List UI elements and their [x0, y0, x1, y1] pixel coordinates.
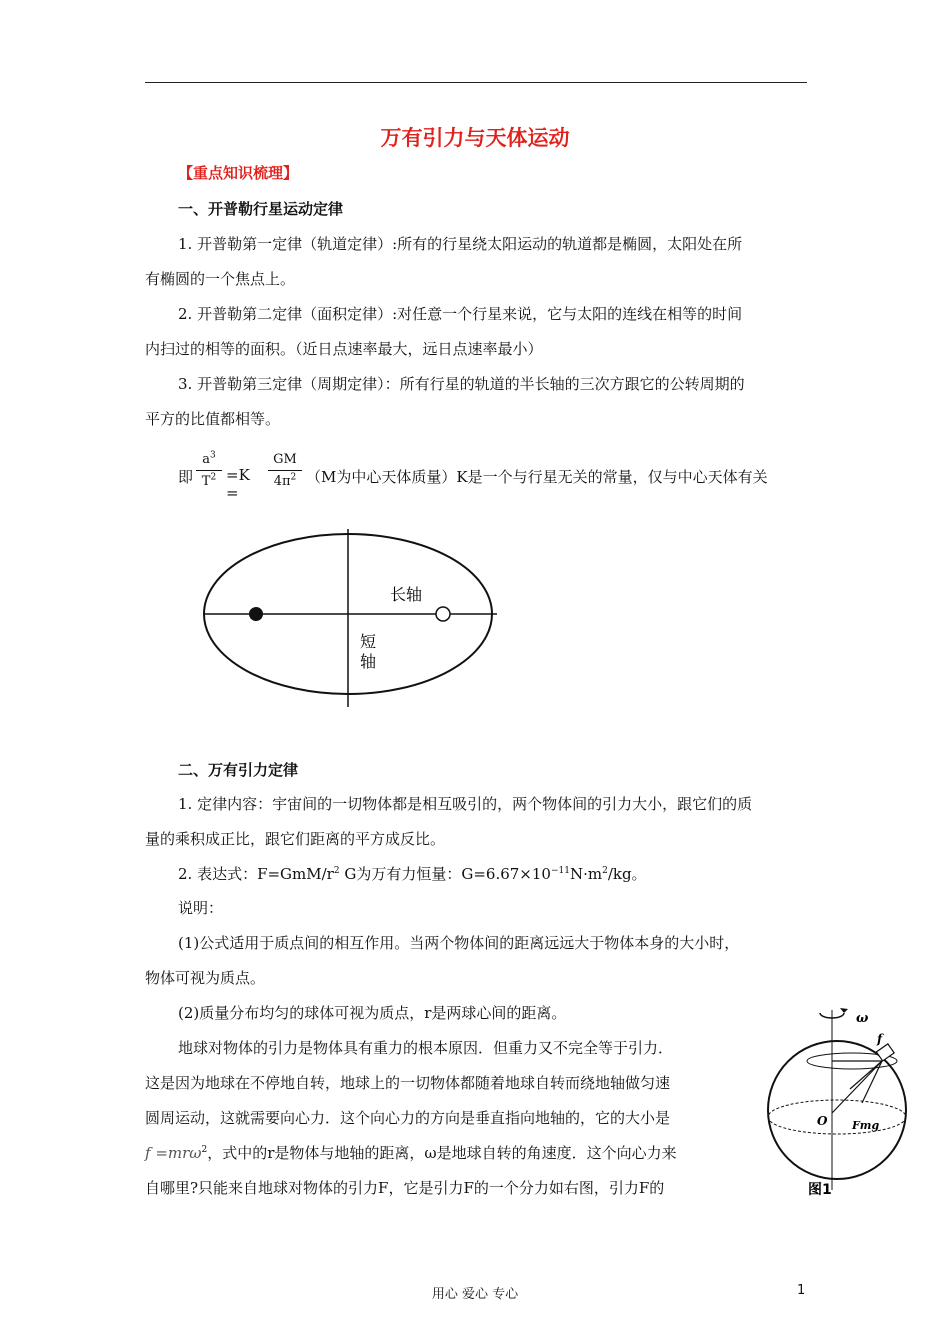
expr-suffix: /kg。	[607, 865, 647, 883]
gravity-para-line-4-text: ，式中的r是物体与地轴的距离，ω是地球自转的角速度．这个向心力来	[207, 1144, 677, 1162]
page-footer: 用心 爱心 专心	[431, 1287, 519, 1302]
omega-label: ω	[856, 1011, 869, 1026]
Fmg-label: Fmg	[852, 1119, 880, 1132]
formula-a-exp: 3	[210, 450, 216, 461]
kepler-second-line-1: 2. 开普勒第二定律（面积定律）:对任意一个行星来说，它与太阳的连线在相等的时间	[178, 305, 743, 323]
earth-circle	[768, 1041, 906, 1179]
expr-prefix: 2. 表达式：F=GmM/r	[178, 865, 334, 883]
gravity-vector	[862, 1061, 882, 1103]
formula-prefix: 即	[178, 468, 194, 486]
expr-exp3: 2	[602, 866, 608, 876]
kepler-second-line-2: 内扫过的相等的面积。（近日点速率最大，远日点速率最小）	[145, 340, 543, 358]
note-label: 说明：	[178, 899, 224, 917]
kepler-third-line-1: 3. 开普勒第三定律（周期定律）：所有行星的轨道的半长轴的三次方跟它的公转周期的	[178, 375, 745, 393]
law-content-line-2: 量的乘积成正比，跟它们距离的平方成反比。	[145, 830, 446, 848]
ellipse-orbit-diagram	[195, 527, 505, 737]
gravity-para-line-1: 地球对物体的引力是物体具有重力的根本原因．但重力又不完全等于引力．	[178, 1039, 674, 1057]
section-label: 【重点知识梳理】	[178, 164, 299, 182]
page-number: 1	[797, 1283, 806, 1298]
note-2: (2)质量分布均匀的球体可视为质点，r是两球心间的距离。	[178, 1004, 567, 1022]
fraction-GM-4pi2	[268, 452, 302, 489]
page-title: 万有引力与天体运动	[380, 126, 570, 150]
centripetal-formula-exp: 2	[201, 1145, 208, 1155]
empty-focus-dot	[436, 607, 450, 621]
note-1-line-2: 物体可视为质点。	[145, 969, 266, 987]
gravity-para-line-4	[145, 1142, 677, 1163]
kepler-first-line-2: 有椭圆的一个焦点上。	[145, 270, 296, 288]
header-rule	[145, 82, 807, 83]
note-1-line-1: (1)公式适用于质点间的相互作用。当两个物体间的距离远远大于物体本身的大小时，	[178, 934, 740, 952]
formula-T: T	[201, 474, 211, 489]
short-axis-label-2: 轴	[360, 652, 377, 671]
expr-mid2: N·m	[569, 865, 603, 883]
law-expression	[178, 863, 647, 884]
gravity-para-line-5: 自哪里?只能来自地球对物体的引力F，它是引力F的一个分力如右图，引力F的	[145, 1179, 665, 1197]
formula-GM: GM	[273, 452, 297, 467]
centripetal-formula: f =mrω	[145, 1144, 202, 1162]
formula-pi-exp: 2	[290, 472, 297, 483]
section-1-heading: 一、开普勒行星运动定律	[178, 200, 344, 218]
fraction-a3-T2	[196, 452, 222, 489]
gravity-para-line-3: 圆周运动，这就需要向心力．这个向心力的方向是垂直指向地轴的，它的大小是	[145, 1109, 671, 1127]
gravity-para-line-2: 这是因为地球在不停地自转，地球上的一切物体都随着地球自转而绕地轴做匀速	[145, 1074, 671, 1092]
expr-exp2: −11	[550, 866, 570, 876]
object-box	[876, 1044, 894, 1061]
formula-a: a	[202, 452, 211, 467]
kepler-first-line-1: 1. 开普勒第一定律（轨道定律）:所有的行星绕太阳运动的轨道都是椭圆，太阳处在所	[178, 235, 743, 253]
sun-focus-dot	[249, 607, 263, 621]
figure-caption: 图1	[808, 1182, 832, 1198]
O-label: O	[817, 1114, 828, 1128]
short-axis-label-1: 短	[360, 632, 377, 651]
rotation-arrowhead	[840, 1008, 848, 1013]
earth-rotation-diagram	[762, 1005, 917, 1200]
f-label: f	[877, 1032, 883, 1046]
kepler-third-line-2: 平方的比值都相等。	[145, 410, 281, 428]
formula-note: （M为中心天体质量）K是一个与行星无关的常量，仅与中心天体有关	[306, 468, 768, 486]
formula-eqK: =K =	[226, 466, 250, 502]
force-vector	[850, 1061, 882, 1089]
law-content-line-1: 1. 定律内容：宇宙间的一切物体都是相互吸引的，两个物体间的引力大小，跟它们的质	[178, 795, 753, 813]
formula-T-exp: 2	[210, 472, 217, 483]
section-2-heading: 二、万有引力定律	[178, 761, 299, 779]
equator-ellipse	[768, 1100, 906, 1134]
long-axis-label: 长轴	[390, 585, 423, 604]
formula-4pi: 4π	[273, 474, 291, 489]
expr-exp: 2	[333, 866, 340, 876]
expr-mid: G为万有力恒量：G=6.67×10	[339, 865, 551, 883]
